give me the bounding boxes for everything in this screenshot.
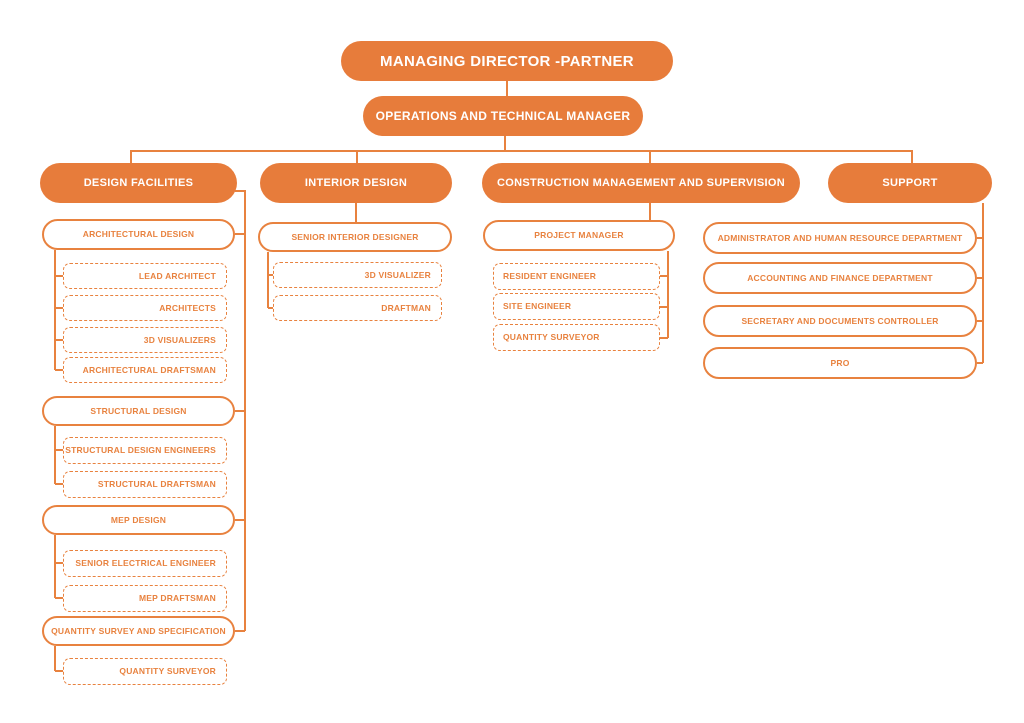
node-pro: PRO <box>703 347 977 379</box>
node-quantity-survey-specification: QUANTITY SURVEY AND SPECIFICATION <box>42 616 235 646</box>
node-quantity-surveyor-design: QUANTITY SURVEYOR <box>63 658 227 685</box>
node-managing-director-partner: MANAGING DIRECTOR -PARTNER <box>341 41 673 81</box>
node-senior-interior-designer: SENIOR INTERIOR DESIGNER <box>258 222 452 252</box>
node-architectural-design: ARCHITECTURAL DESIGN <box>42 219 235 250</box>
node-3d-visualizer: 3D VISUALIZER <box>273 262 442 288</box>
node-architectural-draftsman: ARCHITECTURAL DRAFTSMAN <box>63 357 227 383</box>
node-accounting-finance: ACCOUNTING AND FINANCE DEPARTMENT <box>703 262 977 294</box>
node-mep-draftsman: MEP DRAFTSMAN <box>63 585 227 612</box>
node-structural-design-engineers: STRUCTURAL DESIGN ENGINEERS <box>63 437 227 464</box>
node-lead-architect: LEAD ARCHITECT <box>63 263 227 289</box>
node-draftman: DRAFTMAN <box>273 295 442 321</box>
node-construction-management-supervision: CONSTRUCTION MANAGEMENT AND SUPERVISION <box>482 163 800 203</box>
node-resident-engineer: RESIDENT ENGINEER <box>493 263 660 290</box>
node-support: SUPPORT <box>828 163 992 203</box>
node-secretary-documents-controller: SECRETARY AND DOCUMENTS CONTROLLER <box>703 305 977 337</box>
node-project-manager: PROJECT MANAGER <box>483 220 675 251</box>
node-architects: ARCHITECTS <box>63 295 227 321</box>
node-quantity-surveyor-construction: QUANTITY SURVEYOR <box>493 324 660 351</box>
node-senior-electrical-engineer: SENIOR ELECTRICAL ENGINEER <box>63 550 227 577</box>
node-administrator-human-resource: ADMINISTRATOR AND HUMAN RESOURCE DEPARTMENT <box>703 222 977 254</box>
node-structural-design: STRUCTURAL DESIGN <box>42 396 235 426</box>
node-operations-technical-manager: OPERATIONS AND TECHNICAL MANAGER <box>363 96 643 136</box>
node-interior-design: INTERIOR DESIGN <box>260 163 452 203</box>
node-mep-design: MEP DESIGN <box>42 505 235 535</box>
node-structural-draftsman: STRUCTURAL DRAFTSMAN <box>63 471 227 498</box>
node-design-facilities: DESIGN FACILITIES <box>40 163 237 203</box>
node-3d-visualizers: 3D VISUALIZERS <box>63 327 227 353</box>
node-site-engineer: SITE ENGINEER <box>493 293 660 320</box>
